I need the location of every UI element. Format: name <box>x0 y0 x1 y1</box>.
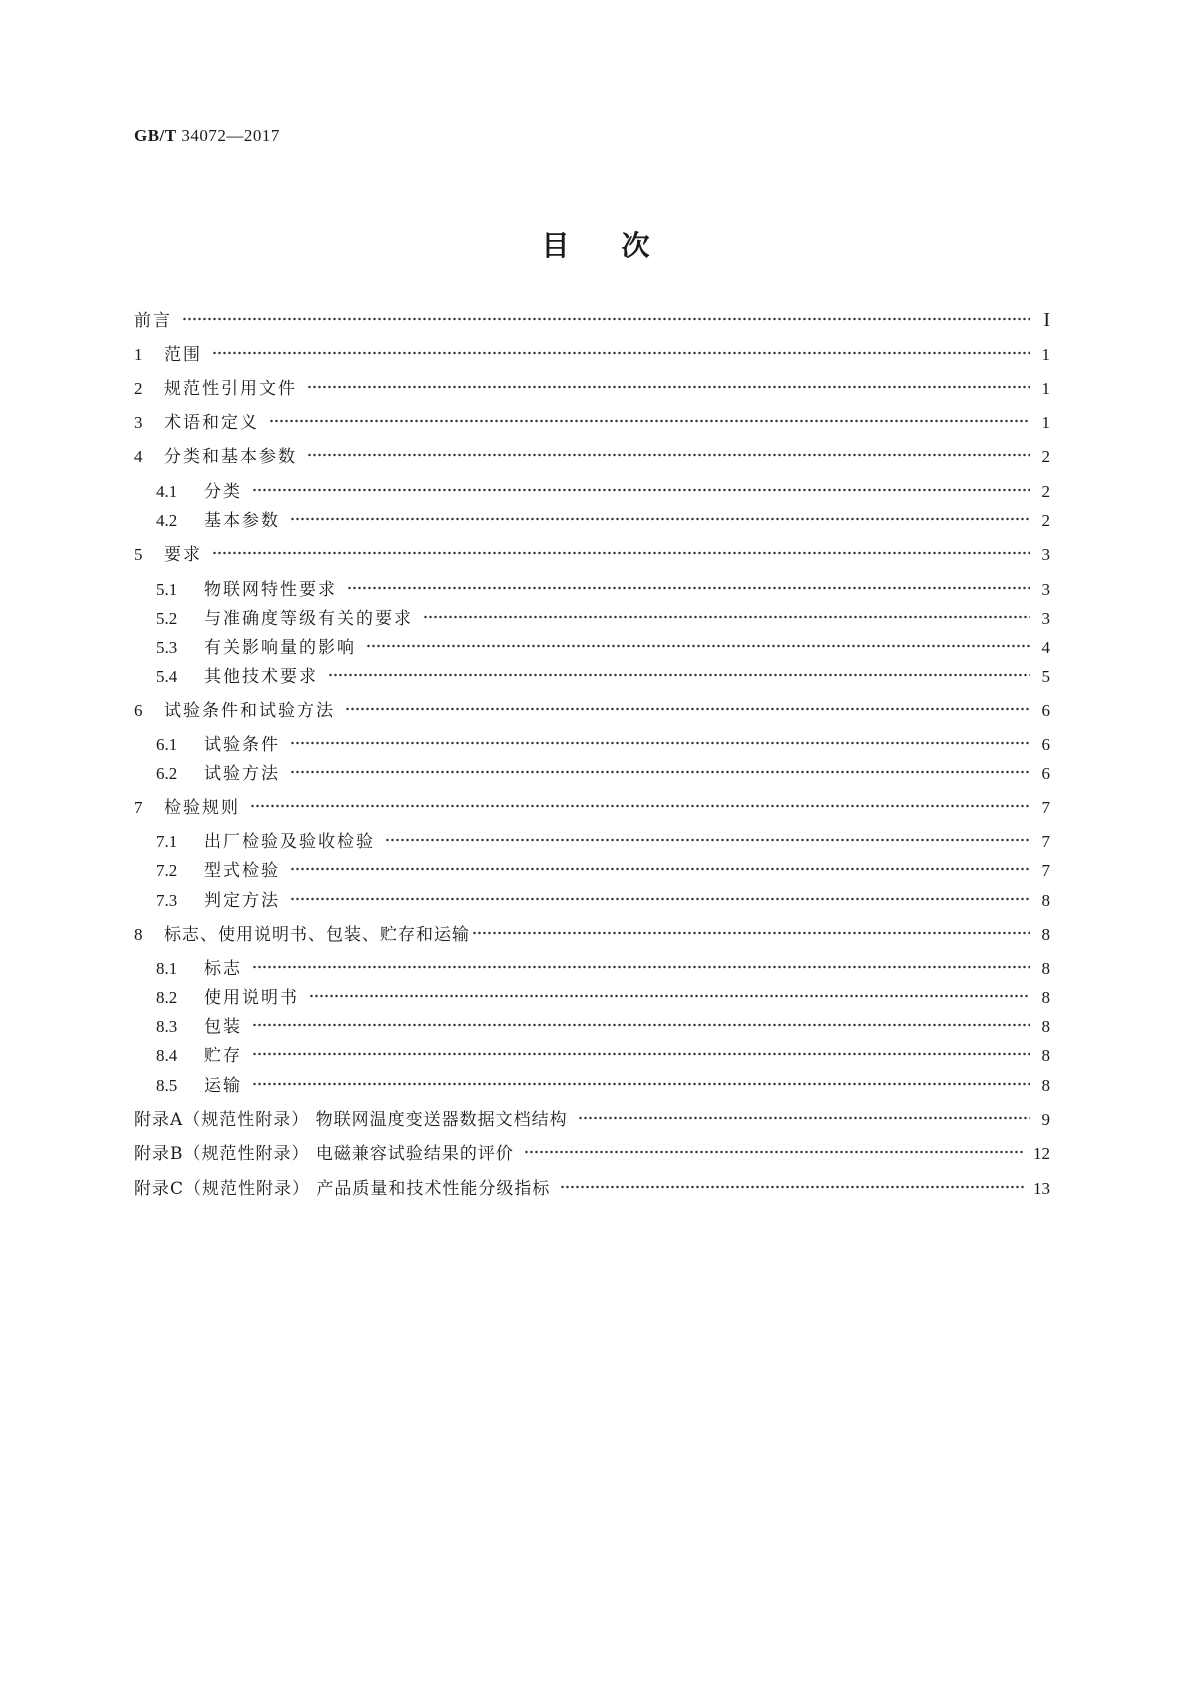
toc-leader <box>347 586 1030 590</box>
toc-subentry[interactable] <box>156 633 1050 657</box>
toc-leader <box>560 1185 1025 1189</box>
toc-leader <box>252 1052 1030 1056</box>
toc-leader <box>366 644 1030 648</box>
toc-entry-title: 与准确度等级有关的要求 <box>204 609 413 629</box>
toc-entry-title: 试验条件 <box>204 735 280 755</box>
toc-leader <box>290 741 1030 745</box>
toc-leader <box>252 1082 1030 1086</box>
toc-entry-title: 标志、使用说明书、包装、贮存和运输 <box>164 925 470 945</box>
toc-page-number: 7 <box>1041 861 1050 880</box>
standard-prefix: GB/T <box>134 126 177 145</box>
toc-entry-title: 试验条件和试验方法 <box>164 701 335 721</box>
toc-entry[interactable] <box>134 374 1050 398</box>
toc-entry-number: 3 <box>134 413 143 432</box>
toc-entry-title: 附录B（规范性附录） 电磁兼容试验结果的评价 <box>134 1144 514 1164</box>
toc-subentry[interactable] <box>156 856 1050 880</box>
toc-entry-annex-b[interactable] <box>134 1139 1050 1163</box>
toc-page-number: 2 <box>1041 447 1050 466</box>
toc-entry-number: 5.4 <box>156 667 178 686</box>
toc-subentry[interactable] <box>156 506 1050 530</box>
toc-entry-number: 7 <box>134 798 143 817</box>
toc-page-number: 8 <box>1041 988 1050 1007</box>
toc-entry-title: 前言 <box>134 311 172 331</box>
toc-entry-number: 8.4 <box>156 1046 178 1065</box>
toc-subentry[interactable] <box>156 730 1050 754</box>
toc-page-number: 3 <box>1041 580 1050 599</box>
toc-entry-title: 试验方法 <box>204 764 280 784</box>
toc-page-number: I <box>1043 309 1050 331</box>
toc-entry-number: 5 <box>134 545 143 564</box>
toc-subentry[interactable] <box>156 759 1050 783</box>
toc-page-number: 13 <box>1033 1179 1050 1198</box>
toc-entry-title: 分类 <box>204 482 242 502</box>
toc-entry-number: 5.3 <box>156 638 178 657</box>
toc-leader <box>385 838 1030 842</box>
toc-leader <box>423 615 1030 619</box>
toc-page-number: 8 <box>1041 1076 1050 1095</box>
toc-entry-number: 8.3 <box>156 1017 178 1036</box>
toc-page-number: 5 <box>1041 667 1050 686</box>
toc-entry-number: 7.2 <box>156 861 178 880</box>
toc-leader <box>252 965 1030 969</box>
toc-entry-title: 要求 <box>164 545 202 565</box>
toc-entry-number: 5.1 <box>156 580 178 599</box>
toc-subentry[interactable] <box>156 886 1050 910</box>
toc-leader <box>290 867 1030 871</box>
toc-page-number: 2 <box>1041 511 1050 530</box>
toc-entry-annex-a[interactable] <box>134 1105 1050 1129</box>
toc-entry-number: 4 <box>134 447 143 466</box>
toc-leader <box>307 453 1030 457</box>
toc-entry[interactable] <box>134 540 1050 564</box>
toc-entry-number: 6.1 <box>156 735 178 754</box>
toc-entry-number: 7.3 <box>156 891 178 910</box>
toc-page-number: 3 <box>1041 545 1050 564</box>
toc-entry-number: 4.1 <box>156 482 178 501</box>
toc-entry-number: 1 <box>134 345 143 364</box>
toc-entry-title: 分类和基本参数 <box>164 447 297 467</box>
toc-entry-title: 使用说明书 <box>204 988 299 1008</box>
toc-leader <box>524 1150 1025 1154</box>
toc-entry-number: 2 <box>134 379 143 398</box>
page-title: 目次 <box>541 229 702 262</box>
toc-page-number: 2 <box>1041 482 1050 501</box>
toc-entry-title: 其他技术要求 <box>204 667 318 687</box>
toc-page-number: 8 <box>1041 1046 1050 1065</box>
toc-subentry[interactable] <box>156 477 1050 501</box>
toc-leader <box>212 551 1030 555</box>
toc-page-number: 6 <box>1041 764 1050 783</box>
toc-leader <box>252 488 1030 492</box>
toc-page-number: 8 <box>1041 1017 1050 1036</box>
toc-entry[interactable] <box>134 340 1050 364</box>
standard-number: 34072—2017 <box>176 126 280 145</box>
toc-page-number: 7 <box>1041 798 1050 817</box>
toc-leader <box>252 1023 1030 1027</box>
toc-entry-number: 8.1 <box>156 959 178 978</box>
toc-entry-number: 8 <box>134 925 143 944</box>
toc-entry-title: 术语和定义 <box>164 413 259 433</box>
toc-page-number: 8 <box>1041 925 1050 944</box>
toc-entry-number: 6.2 <box>156 764 178 783</box>
toc-subentry[interactable] <box>156 1041 1050 1065</box>
toc-page-number: 12 <box>1033 1144 1050 1163</box>
toc-page-number: 1 <box>1041 379 1050 398</box>
toc-entry-title: 附录A（规范性附录） 物联网温度变送器数据文档结构 <box>134 1110 568 1130</box>
toc-leader <box>307 385 1030 389</box>
toc-entry-title: 出厂检验及验收检验 <box>204 832 375 852</box>
toc-subentry[interactable] <box>156 604 1050 628</box>
toc-entry[interactable] <box>134 920 1050 944</box>
toc-entry-title: 包装 <box>204 1017 242 1037</box>
toc-page-number: 8 <box>1041 959 1050 978</box>
toc-entry-number: 6 <box>134 701 143 720</box>
toc-leader <box>578 1116 1030 1120</box>
toc-entry-foreword[interactable] <box>134 306 1050 330</box>
toc-subentry[interactable] <box>156 1012 1050 1036</box>
toc-entry-title: 物联网特性要求 <box>204 580 337 600</box>
toc-entry-title: 检验规则 <box>164 798 240 818</box>
toc-entry-number: 4.2 <box>156 511 178 530</box>
toc-entry[interactable] <box>134 408 1050 432</box>
toc-leader <box>269 419 1030 423</box>
toc-entry-number: 8.5 <box>156 1076 178 1095</box>
toc-subentry[interactable] <box>156 662 1050 686</box>
toc-page-number: 4 <box>1041 638 1050 657</box>
toc-entry-title: 规范性引用文件 <box>164 379 297 399</box>
toc-subentry[interactable] <box>156 983 1050 1007</box>
toc-leader <box>290 517 1030 521</box>
toc-page-number: 1 <box>1041 345 1050 364</box>
toc-leader <box>290 770 1030 774</box>
toc-entry-number: 8.2 <box>156 988 178 1007</box>
toc-page-number: 9 <box>1041 1110 1050 1129</box>
toc-entry[interactable] <box>134 442 1050 466</box>
toc-subentry[interactable] <box>156 954 1050 978</box>
toc-page-number: 8 <box>1041 891 1050 910</box>
toc-page-number: 1 <box>1041 413 1050 432</box>
toc-leader <box>309 994 1030 998</box>
toc-leader <box>250 804 1030 808</box>
toc-entry-title: 型式检验 <box>204 861 280 881</box>
table-of-contents <box>134 0 1050 1684</box>
toc-leader <box>212 351 1030 355</box>
toc-entry-title: 范围 <box>164 345 202 365</box>
toc-subentry[interactable] <box>156 575 1050 599</box>
toc-page-number: 7 <box>1041 832 1050 851</box>
toc-leader <box>290 897 1030 901</box>
toc-entry[interactable] <box>134 696 1050 720</box>
toc-entry-title: 判定方法 <box>204 891 280 911</box>
toc-entry-annex-c[interactable] <box>134 1174 1050 1198</box>
toc-page-number: 3 <box>1041 609 1050 628</box>
toc-subentry[interactable] <box>156 827 1050 851</box>
toc-entry[interactable] <box>134 793 1050 817</box>
toc-leader <box>472 931 1030 935</box>
toc-entry-title: 基本参数 <box>204 511 280 531</box>
toc-page-number: 6 <box>1041 735 1050 754</box>
toc-leader <box>328 673 1030 677</box>
toc-entry-title: 附录C（规范性附录） 产品质量和技术性能分级指标 <box>134 1179 551 1199</box>
toc-entry-title: 标志 <box>204 959 242 979</box>
toc-subentry[interactable] <box>156 1071 1050 1095</box>
toc-entry-number: 5.2 <box>156 609 178 628</box>
toc-entry-title: 运输 <box>204 1076 242 1096</box>
toc-entry-title: 贮存 <box>204 1046 242 1066</box>
toc-leader <box>345 707 1030 711</box>
toc-leader <box>182 317 1030 321</box>
toc-entry-number: 7.1 <box>156 832 178 851</box>
toc-page-number: 6 <box>1041 701 1050 720</box>
toc-entry-title: 有关影响量的影响 <box>204 638 356 658</box>
